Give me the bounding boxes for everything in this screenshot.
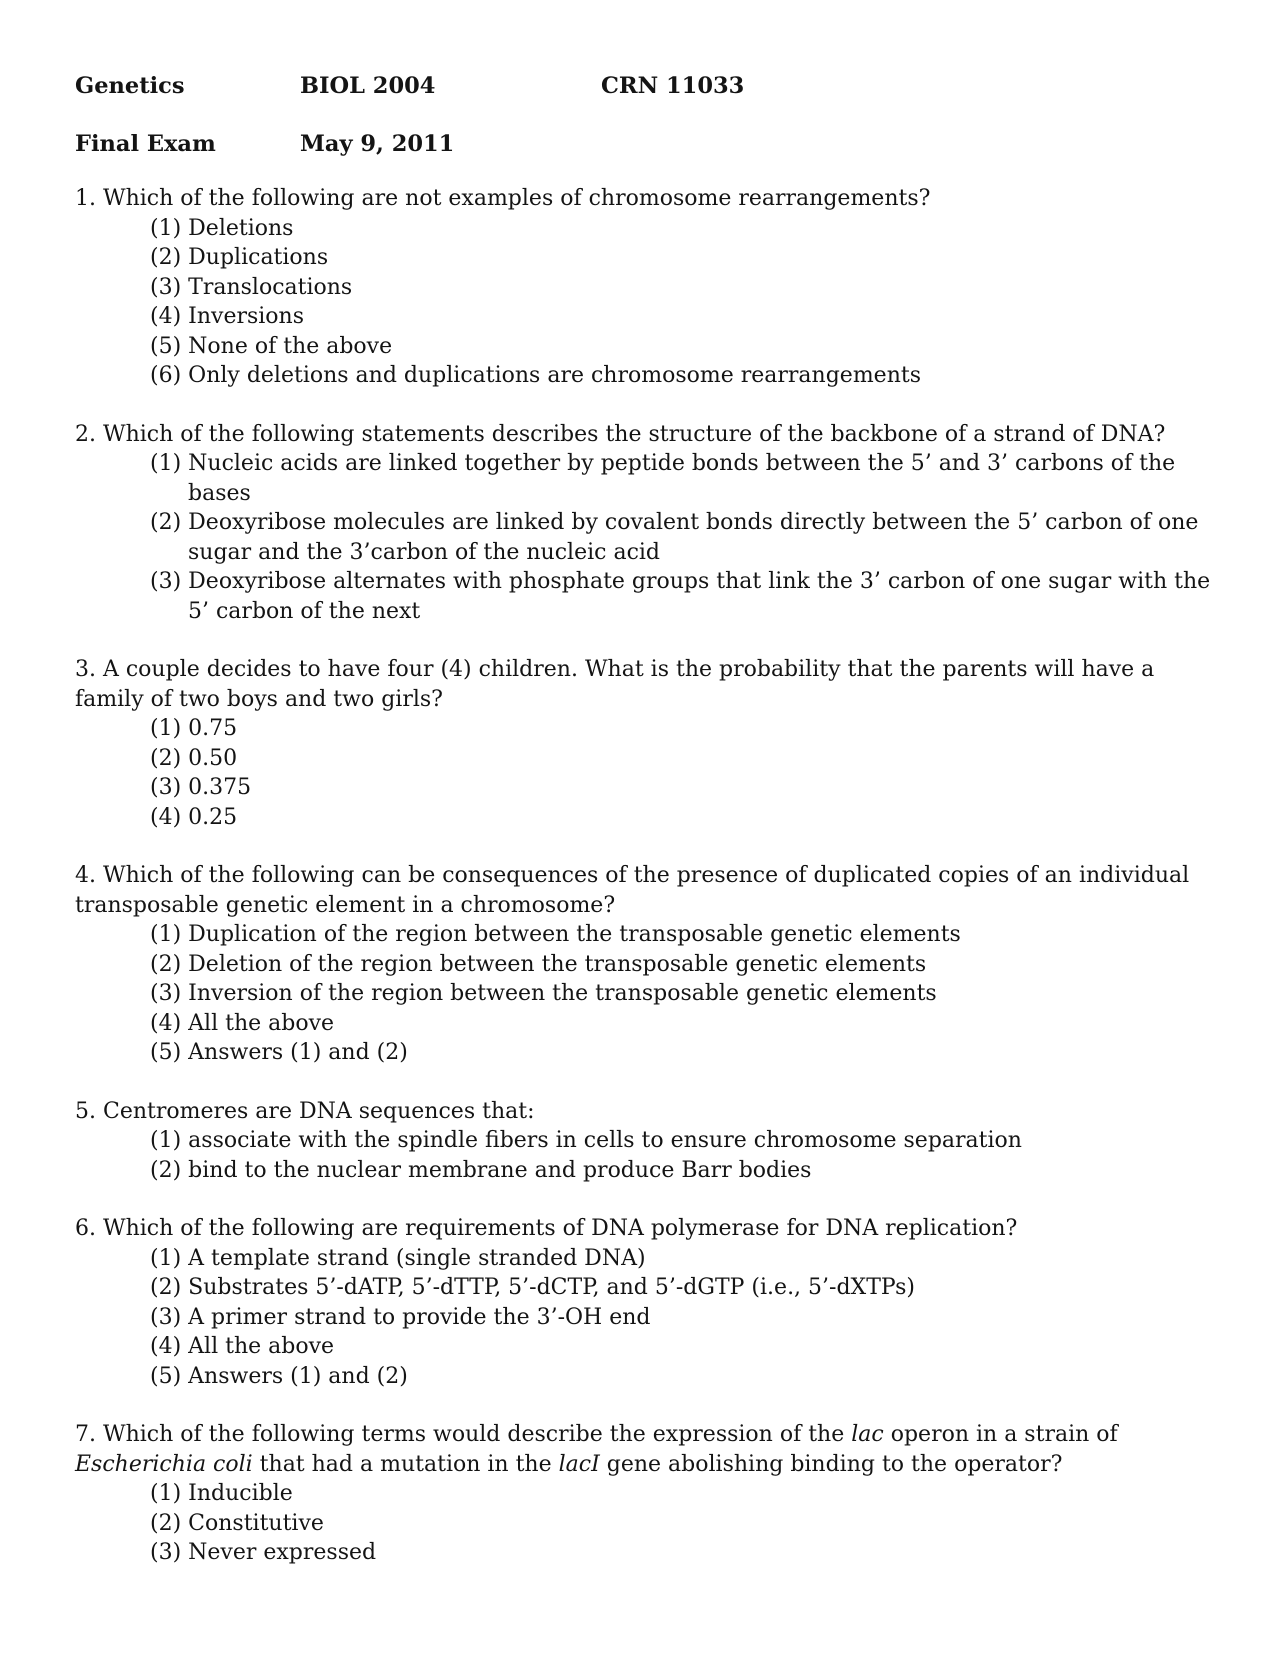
answer-option: (2) Duplications: [150, 245, 329, 270]
question-2: [75, 420, 1215, 627]
exam-page: [75, 72, 1215, 1597]
question-7: [75, 1420, 1215, 1568]
exam-title: Final Exam: [75, 131, 216, 157]
option-list: [75, 1126, 1215, 1185]
question-1: [75, 184, 1215, 391]
answer-option: (1) Deletions: [150, 215, 294, 241]
course-crn: CRN 11033: [601, 73, 745, 99]
question-prompt: 2. Which of the following statements describes the structure of the backbone of a strand of DNA?: [75, 421, 1166, 447]
option-list: [75, 214, 1215, 391]
question-prompt: 6. Which of the following are requirements of DNA polymerase for DNA replication?: [75, 1216, 1018, 1241]
gene-term-laci: lacI: [558, 1451, 600, 1477]
species-name: Escherichia coli: [75, 1451, 253, 1477]
answer-option: (3) Translocations: [150, 274, 353, 300]
answer-option: (2) Constitutive: [150, 1510, 324, 1536]
answer-option: (2) Deletion of the region between the transposable genetic elements: [150, 951, 927, 977]
answer-option: (1) Inducible: [150, 1481, 293, 1506]
answer-option: (3) 0.375: [150, 775, 252, 800]
answer-option: (5) None of the above: [150, 333, 393, 359]
answer-option: (1) Duplication of the region between the transposable genetic elements: [150, 922, 961, 947]
prompt-text: gene abolishing binding to the operator?: [599, 1451, 1063, 1477]
option-list: [75, 1244, 1215, 1392]
header-row-exam: [75, 130, 1215, 162]
answer-option: (4) Inversions: [150, 304, 305, 329]
question-6: [75, 1214, 1215, 1391]
option-list: [75, 449, 1215, 626]
option-list: [75, 920, 1215, 1068]
answer-option: (3) Inversion of the region between the transposable genetic elements: [150, 981, 937, 1006]
answer-option: (1) Nucleic acids are linked together by peptide bonds between the 5’ and 3’ carbons of the bases: [150, 451, 1176, 506]
answer-option: (1) 0.75: [150, 716, 238, 741]
answer-option: (2) 0.50: [150, 745, 238, 771]
answer-option: (2) Deoxyribose molecules are linked by covalent bonds directly between the 5’ carbon of one sugar and the 3’carbon of the nucleic acid: [150, 510, 1199, 565]
prompt-text: 7. Which of the following terms would describe the expression of the: [75, 1422, 852, 1447]
answer-option: (3) Deoxyribose alternates with phosphate groups that link the 3’ carbon of one sugar with the 5’ carbon of the next: [150, 569, 1211, 624]
answer-option: (6) Only deletions and duplications are chromosome rearrangements: [150, 363, 921, 388]
question-prompt: 5. Centromeres are DNA sequences that:: [75, 1098, 535, 1124]
question-prompt: 3. A couple decides to have four (4) children. What is the probability that the parents will have a family of two boys and two girls?: [75, 657, 1155, 712]
answer-option: (4) All the above: [150, 1010, 335, 1036]
question-5: [75, 1097, 1215, 1186]
answer-option: (5) Answers (1) and (2): [150, 1363, 408, 1389]
answer-option: (3) Never expressed: [150, 1540, 377, 1565]
prompt-text: operon in a strain of: [883, 1422, 1118, 1447]
question-4: [75, 861, 1215, 1068]
question-prompt: [75, 1420, 1215, 1479]
answer-option: (1) A template strand (single stranded DNA): [150, 1245, 646, 1271]
answer-option: (4) 0.25: [150, 804, 238, 830]
gene-term-lac: lac: [851, 1422, 884, 1447]
option-list: [75, 1479, 1215, 1568]
course-name: Genetics: [75, 73, 185, 99]
answer-option: (3) A primer strand to provide the 3’-OH end: [150, 1304, 651, 1330]
question-3: [75, 655, 1215, 832]
prompt-text: that had a mutation in the: [252, 1451, 559, 1477]
answer-option: (2) Substrates 5’-dATP, 5’-dTTP, 5’-dCTP, and 5’-dGTP (i.e., 5’-dXTPs): [150, 1275, 915, 1300]
question-list: [75, 184, 1215, 1568]
course-code: BIOL 2004: [300, 73, 436, 99]
answer-option: (1) associate with the spindle fibers in cells to ensure chromosome separation: [150, 1128, 1022, 1153]
header-row-course: [75, 72, 1215, 104]
option-list: [75, 714, 1215, 832]
question-prompt: 1. Which of the following are not examples of chromosome rearrangements?: [75, 186, 931, 211]
question-prompt: 4. Which of the following can be consequences of the presence of duplicated copies of an individual transposable genetic element in a chromosome?: [75, 863, 1190, 918]
answer-option: (2) bind to the nuclear membrane and produce Barr bodies: [150, 1157, 812, 1183]
exam-date: May 9, 2011: [300, 131, 455, 157]
answer-option: (5) Answers (1) and (2): [150, 1040, 408, 1065]
answer-option: (4) All the above: [150, 1334, 335, 1359]
